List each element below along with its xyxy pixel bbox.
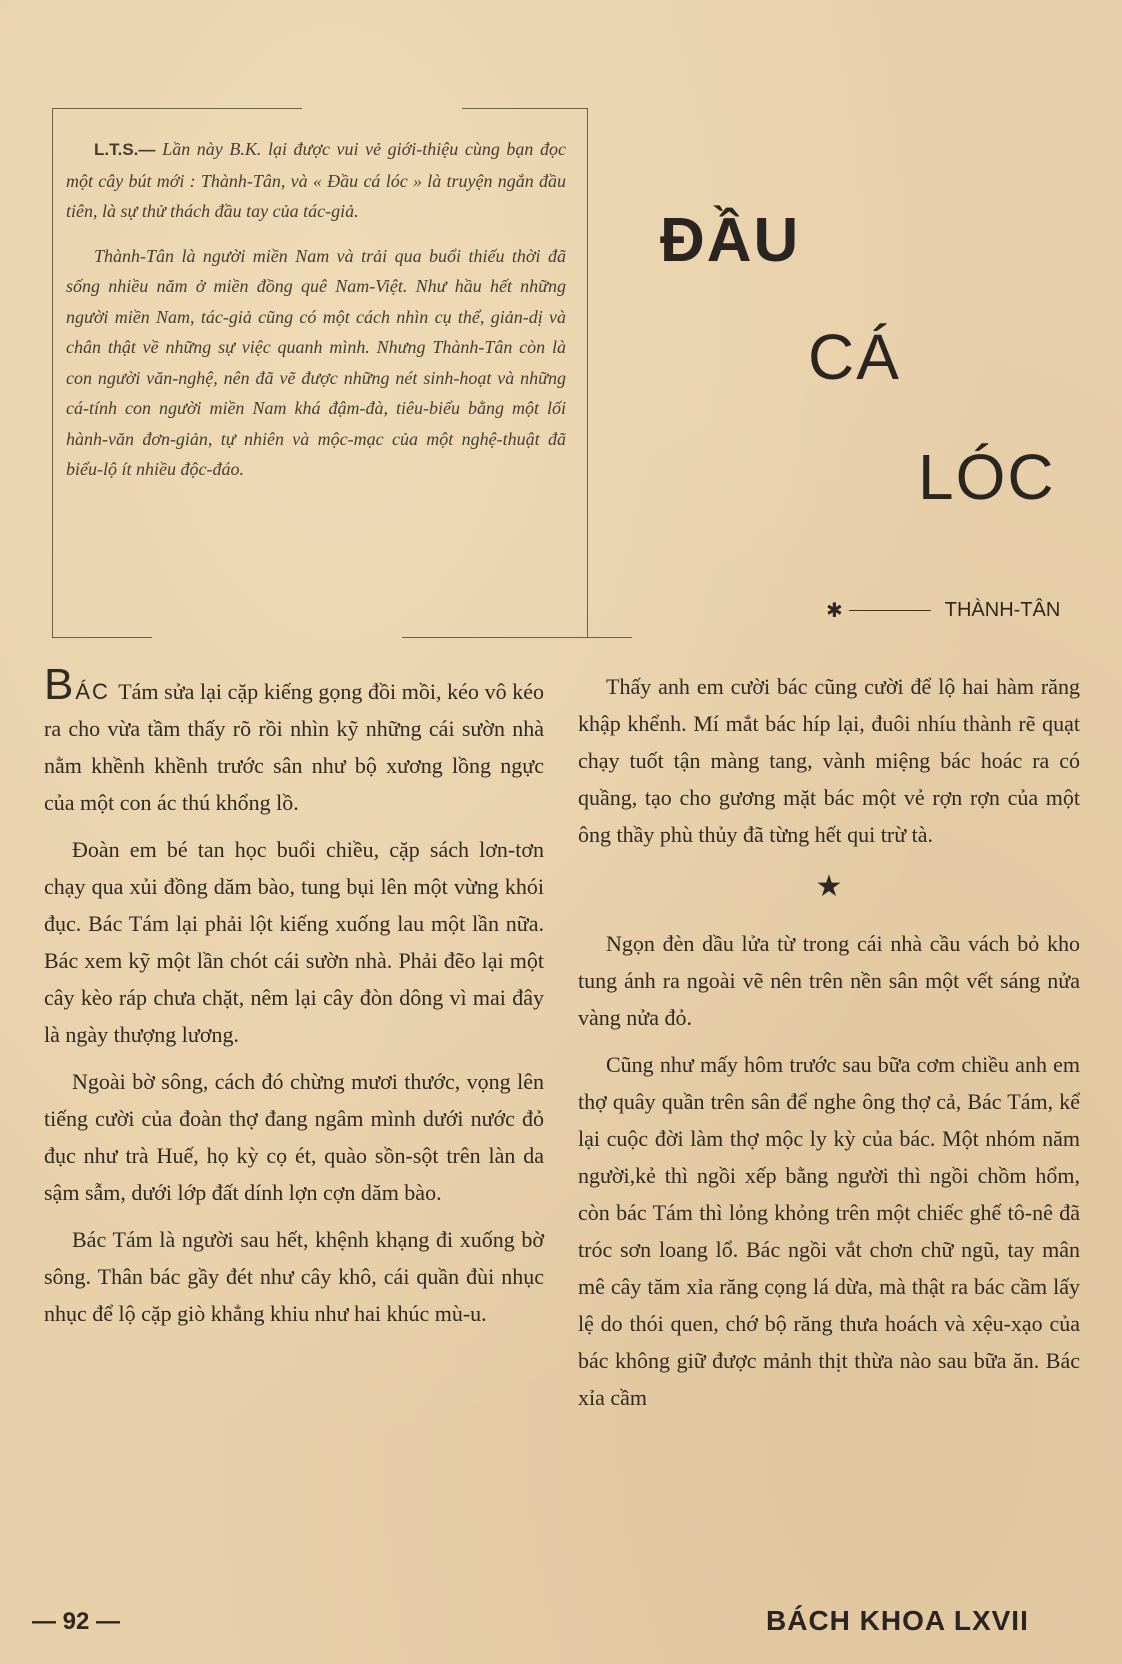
magazine-title: BÁCH KHOA LXVII [766,1605,1029,1636]
editor-note-box [52,108,588,638]
byline-rule [849,610,931,611]
title-word-2: CÁ [808,321,901,393]
lead-caps: ÁC [75,679,119,704]
left-column [44,660,544,1342]
note-border [52,108,302,109]
note-border [402,637,632,638]
body-paragraph: Thấy anh em cười bác cũng cười để lộ hai hàm răng khập khểnh. Mí mắt bác híp lại, đuôi nhíu thành rẽ quạt chạy tuốt tận màng tang, vành miệng bác hoác ra có quầng, tạo cho gương mặt bác một vẻ rợn rợn của một ông thầy phù thủy đã từng hết qui trừ tà. [578,674,1080,847]
star-icon: ✱ [826,600,843,622]
title-word-1: ĐẦU [660,206,801,275]
paragraph-text: Tám sửa lại cặp kiếng gọng đồi mồi, kéo vô kéo ra cho vừa tầm thấy rõ rồi nhìn kỹ những cái sườn nhà nằm khềnh khềnh trước sân như bộ xương lồng ngực của một con ác thú khổng lồ. [44,679,544,815]
body-paragraph: Đoàn em bé tan học buổi chiều, cặp sách lơn-tơn chạy qua xủi đồng dăm bào, tung bụi lên một vừng khói đục. Bác Tám lại phải lột kiếng xuống lau một lần nữa. Bác xem kỹ một lần chót cái sườn nhà. Phải đẽo lại một cây kèo ráp chưa chặt, nêm lại cây đòn dông vì mai đây là ngày thượng lương. [44,837,544,1047]
body-paragraph: Ngọn đèn dầu lửa từ trong cái nhà cầu vách bỏ kho tung ánh ra ngoài vẽ nên trên nền sân một vết sáng nửa vàng nửa đỏ. [578,931,1080,1030]
star-divider-icon: ★ [815,870,843,903]
title-word-3: LÓC [918,441,1056,513]
note-border [52,108,53,638]
body-paragraph: Ngoài bờ sông, cách đó chừng mươi thước, vọng lên tiếng cười của đoàn thợ đang ngâm mình dưới nước đỏ đục như trà Huế, họ kỳ cọ ét, quào sồn-sột trên làn da sậm sẫm, dưới lớp đất dính lợn cợn dăm bào. [44,1069,544,1205]
editor-note-text [66,134,566,499]
author-name: THÀNH-TÂN [944,599,1061,621]
drop-cap: B [44,660,76,709]
body-paragraph [44,660,544,821]
body-paragraph: Cũng như mấy hôm trước sau bữa cơm chiều anh em thợ quây quần trên sân để nghe ông thợ cả, Bác Tám, kể lại cuộc đời làm thợ mộc ly kỳ của bác. Một nhóm năm người,kẻ thì ngồi xếp bằng người thì ngồi chồm hổm, còn bác Tám thì lỏng khỏng trên một chiếc ghế tô-nê đã tróc sơn loang lổ. Bác ngồi vắt chơn chữ ngũ, tay mân mê cây tăm xỉa răng cọng lá dừa, mà thật ra bác cầm lấy lệ do thói quen, chớ bộ răng thưa hoách và xệu-xạo của bác không giữ được mảnh thịt thừa nào sau bữa ăn. Bác xỉa cầm [578,1052,1080,1410]
note-paragraph [66,134,566,227]
page-number: — 92 — [32,1608,121,1635]
body-paragraph: Bác Tám là người sau hết, khệnh khạng đi xuống bờ sông. Thân bác gầy đét như cây khô, cái quần đùi nhục nhục để lộ cặp giò khẳng khiu như hai khúc mù-u. [44,1227,544,1326]
note-border [587,108,588,638]
note-paragraph-2: Thành-Tân là người miền Nam và trải qua buổi thiếu thời đã sống nhiều năm ở miền đồng quê Nam-Việt. Như hầu hết những người miền Nam, tác-giả cũng có một cách nhìn cụ thể, giản-dị và chân thật về những sự việc quanh mình. Nhưng Thành-Tân còn là con người văn-nghệ, nên đã vẽ được những nét sinh-hoạt và những cá-tính con người miền Nam khá đậm-đà, tiêu-biểu bằng một lối hành-văn đơn-giản, tự nhiên và mộc-mạc của một nghệ-thuật đã biểu-lộ ít nhiều độc-đáo. [66,245,566,479]
note-border [52,637,152,638]
note-paragraph-1: Lần này B.K. lại được vui vẻ giới-thiệu cùng bạn đọc một cây bút mới : Thành-Tân, và « Đầu cá lóc » là truyện ngắn đầu tiên, là sự thử thách đầu tay của tác-giả. [66,139,566,221]
note-border [462,108,588,109]
byline [826,598,1060,623]
note-lead: L.T.S.— [94,140,163,159]
right-column [578,668,1080,1426]
